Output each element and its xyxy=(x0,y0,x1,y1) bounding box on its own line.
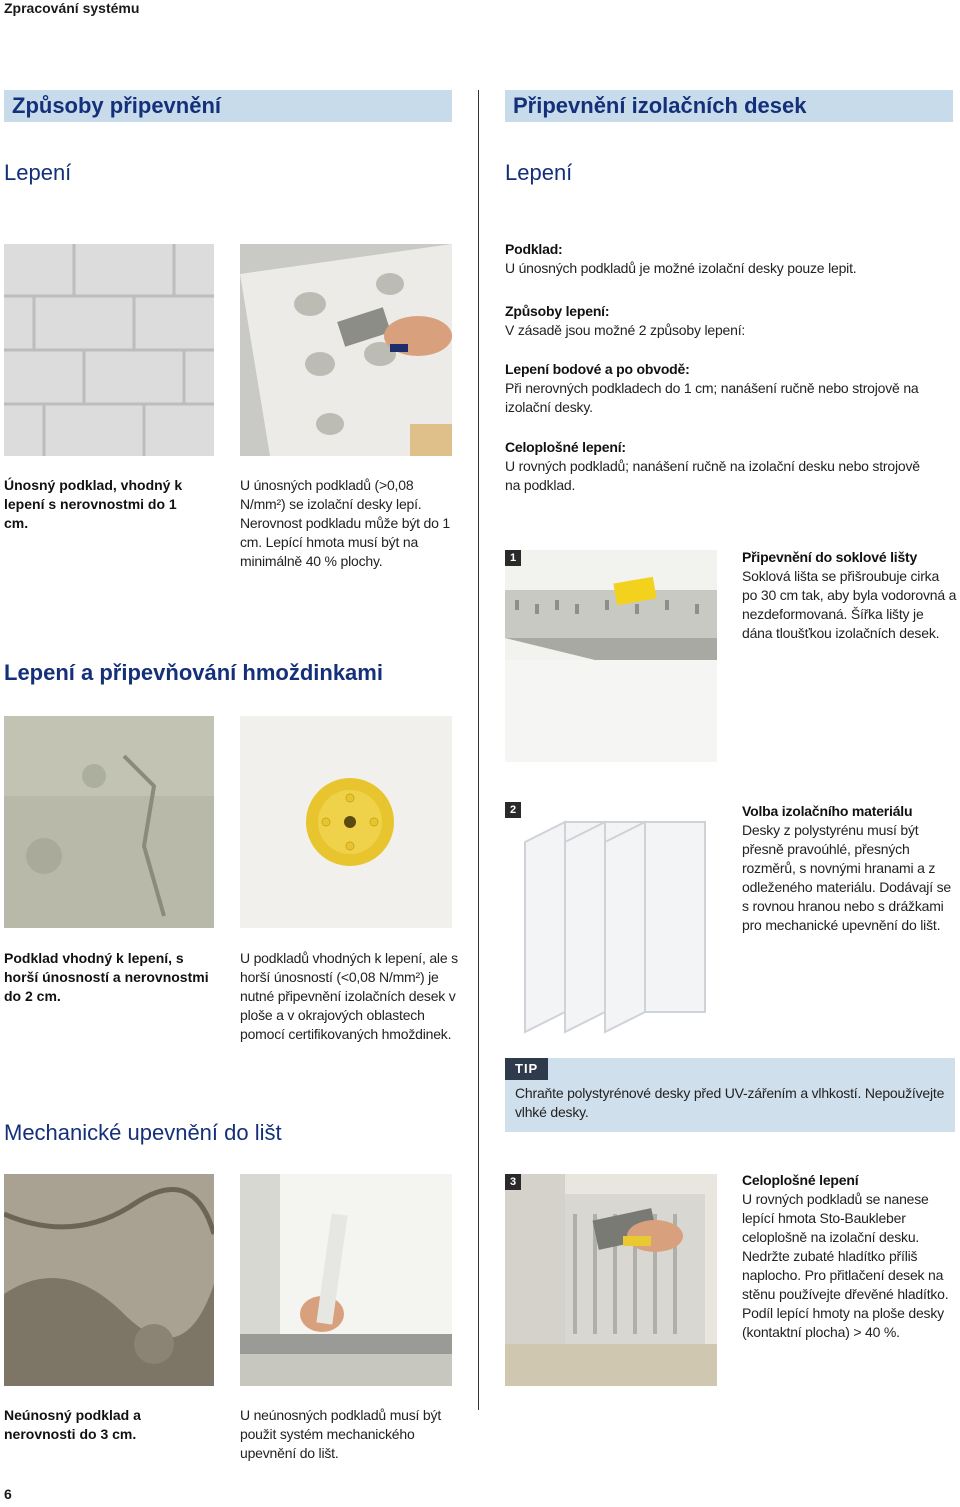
mech-caption-bold: Neúnosný podklad a nerovnosti do 3 cm. xyxy=(4,1407,141,1442)
step-3-title: Celoplošné lepení xyxy=(742,1172,859,1188)
dowels-caption-text: U podkladů vhodných k lepení, ale s horší únosností (<0,08 N/mm²) je nutné připevnění izolačních desek v ploše a v okrajových oblastech pomocí certifikovaných hmoždinek. xyxy=(240,950,458,1042)
substrate-text: U únosných podkladů je možné izolační desky pouze lepit. xyxy=(505,260,857,276)
photo-crumbling-wall xyxy=(4,1174,214,1386)
full-gluing-label: Celoplošné lepení: xyxy=(505,439,626,455)
step-3-block xyxy=(742,1171,957,1342)
mech-title: Mechanické upevnění do lišt xyxy=(4,1120,282,1145)
point-gluing-block xyxy=(505,360,955,417)
gluing-caption-text: U únosných podkladů (>0,08 N/mm²) se izolační desky lepí. Nerovnost podkladu může být do 1 cm. Lepící hmota musí být na minimálně 40 % plochy. xyxy=(240,477,450,569)
tip-box xyxy=(505,1058,955,1132)
step-1-badge: 1 xyxy=(505,550,521,566)
right-gluing-title: Lepení xyxy=(505,160,573,185)
left-gluing-title: Lepení xyxy=(4,160,72,185)
tip-label: TIP xyxy=(505,1058,548,1080)
dowels-caption-bold: Podklad vhodný k lepení, s horší únosností a nerovnostmi do 2 cm. xyxy=(4,950,209,1004)
step-2-text: Desky z polystyrénu musí být přesně pravoúhlé, přesných rozměrů, s novnými hranami a z odleženého materiálu. Dodávají se s rovnou hranou nebo s drážkami pro mechanické upevnění do lišt. xyxy=(742,822,951,933)
substrate-block xyxy=(505,240,925,278)
step-1-block xyxy=(742,548,957,643)
dowels-title: Lepení a připevňování hmoždinkami xyxy=(4,660,383,685)
point-gluing-text: Při nerovných podkladech do 1 cm; nanášení ručně nebo strojově na izolační desky. xyxy=(505,380,919,415)
left-banner: Způsoby připevnění xyxy=(4,90,452,122)
full-gluing-text: U rovných podkladů; nanášení ručně na izolační desku nebo strojově na podklad. xyxy=(505,458,920,493)
column-divider xyxy=(478,90,479,1410)
step-2-badge: 2 xyxy=(505,802,521,818)
step-1-title: Připevnění do soklové lišty xyxy=(742,549,918,565)
photo-block-wall xyxy=(4,244,214,456)
step-2-block xyxy=(742,802,957,935)
substrate-label: Podklad: xyxy=(505,241,563,257)
step-3-badge: 3 xyxy=(505,1174,521,1190)
step-2-title: Volba izolačního materiálu xyxy=(742,803,913,819)
tip-text: Chraňte polystyrénové desky před UV-zářením a vlhkostí. Nepoužívejte vlhké desky. xyxy=(515,1085,945,1120)
step-3-text: U rovných podkladů se nanese lepící hmota Sto-Baukleber celoplošně na izolační desku. Nedržte zubaté hladítko příliš naplocho. Pro přitlačení desek na stěnu používejte dřevěné hladítko. Podíl lepící hmoty na ploše desky (kontaktní plocha) > 40 %. xyxy=(742,1191,949,1340)
photo-rough-plaster xyxy=(4,716,214,928)
photo-full-surface-adhesive xyxy=(505,1174,717,1386)
photo-mechanical-rail xyxy=(240,1174,452,1386)
gluing-caption-bold: Únosný podklad, vhodný k lepení s nerovnostmi do 1 cm. xyxy=(4,477,183,531)
methods-text: V zásadě jsou možné 2 způsoby lepení: xyxy=(505,322,746,338)
photo-yellow-dowel xyxy=(240,716,452,928)
methods-block xyxy=(505,302,925,340)
photo-adhesive-dabs xyxy=(240,244,452,456)
photo-eps-boards xyxy=(505,802,717,1038)
running-header: Zpracování systému xyxy=(4,0,140,16)
point-gluing-label: Lepení bodové a po obvodě: xyxy=(505,361,690,377)
methods-label: Způsoby lepení: xyxy=(505,303,610,319)
full-gluing-block xyxy=(505,438,925,495)
mech-caption-text: U neúnosných podkladů musí být použit systém mechanického upevnění do lišt. xyxy=(240,1407,442,1461)
photo-plinth-rail xyxy=(505,550,717,762)
right-banner: Připevnění izolačních desek xyxy=(505,90,953,122)
page-number: 6 xyxy=(4,1486,12,1502)
step-1-text: Soklová lišta se přišroubuje cirka po 30 cm tak, aby byla vodorovná a nezdeformovaná. Šířka lišty je dána tloušťkou izolačních desek. xyxy=(742,568,957,641)
